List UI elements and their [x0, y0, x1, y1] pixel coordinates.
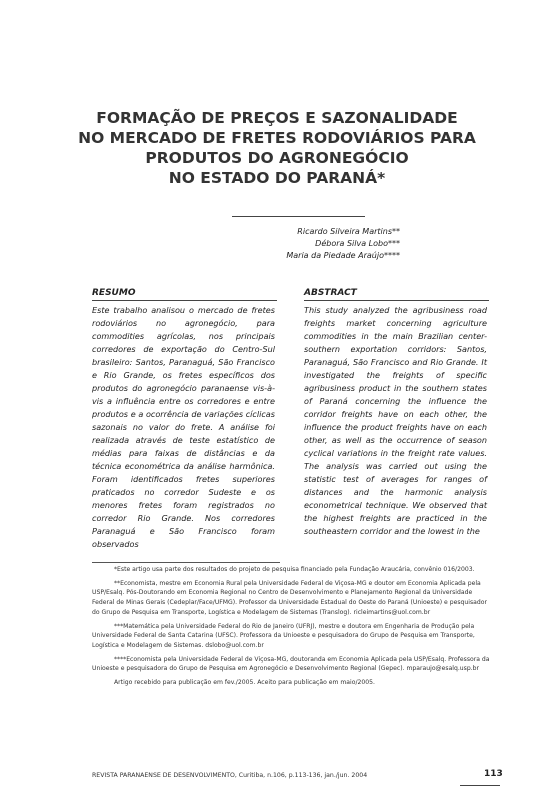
author-name: Maria da Piedade Araújo****	[286, 251, 400, 260]
footnote: *Este artigo usa parte dos resultados do projeto de pesquisa financiado pela Fundação Araucária, convênio 016/2003.	[114, 566, 475, 573]
abstract-divider	[304, 300, 489, 301]
title-line: PRODUTOS DO AGRONEGÓCIO	[145, 149, 409, 167]
abstract-text: This study analyzed the agribusiness road freights market concerning agriculture commodities in the main Brazilian center-southern exportation corridors: Santos, Paranaguá, São Francisco and Rio Grande. It investigated the freights of specific agribusiness product in the southern states of Paraná concerning the influence the corridor freights have on each other, the influence the product freights have on each other, as well as the occurrence of season cyclical variations in the freight rate values. The analysis was carried out using the statistic test of averages for ranges of distances and the harmonic analysis econometrical technique. We observed that the highest freights are practiced in the southeastern corridor and the lowest in the	[304, 305, 487, 536]
abstract-heading: ABSTRACT	[304, 288, 357, 298]
resumo-text: Este trabalho analisou o mercado de fretes rodoviários no agronegócio, para commodities agrícolas, nos principais corredores de exportação do Centro-Sul brasileiro: Santos, Paranaguá, São Francisco e Rio Grande, os fretes específicos dos produtos do agronegócio paranaense vis-à-vis a influência entre os corredores e entre produtos e a ocorrência de variações cíclicas sazonais no valor do frete. A análise foi realizada através de teste estatístico de médias para faixas de distâncias e da técnica econométrica da análise harmônica. Foram identificados fretes superiores praticados no corredor Sudeste e os menores fretes foram registrados no corredor Rio Grande. Nos corredores Paranaguá e São Francisco foram observados	[92, 305, 275, 549]
title-line: NO MERCADO DE FRETES RODOVIÁRIOS PARA	[78, 129, 476, 147]
title-line: FORMAÇÃO DE PREÇOS E SAZONALIDADE	[96, 109, 458, 127]
article-title	[60, 108, 494, 188]
author-name: Ricardo Silveira Martins**	[297, 227, 400, 236]
journal-citation: REVISTA PARANAENSE DE DESENVOLVIMENTO, Curitiba, n.106, p.113-136, jan./jun. 2004	[92, 772, 368, 779]
footnote: ****Economista pela Universidade Federal de Viçosa-MG, doutoranda em Economia Aplicada pela USP/Esalq. Professora da Unioeste e pesquisadora do Grupo de Pesquisa em Agronegócio e Desenvolvimento Regional (Gepec). mparaujo@esalq.usp.br	[92, 655, 490, 673]
title-divider	[232, 216, 365, 217]
footnote: ***Matemática pela Universidade Federal do Rio de Janeiro (UFRJ), mestre e doutora em Engenharia de Produção pela Universidade Federal de Santa Catarina (UFSC). Professora da Unioeste e pesquisadora do Grupo de Pesquisa em Transporte, Logística e Modelagem de Sistemas. dslobo@uol.com.br	[92, 622, 475, 649]
footnote: **Economista, mestre em Economia Rural pela Universidade Federal de Viçosa-MG e doutor em Economia Aplicada pela USP/Esalq. Pós-Doutorando em Economia Regional no Centro de Desenvolvimento e Planejamento Regional da Universidade Federal de Minas Gerais (Cedeplar/Face/UFMG). Professor da Universidade Estadual do Oeste do Paraná (Unioeste) e pesquisador do Grupo de Pesquisa em Transporte, Logística e Modelagem de Sistemas (Translog). ricleimartins@uol.com.br	[92, 579, 487, 616]
footnote-divider	[92, 562, 280, 563]
resumo-divider	[92, 300, 277, 301]
title-line: NO ESTADO DO PARANÁ*	[168, 169, 386, 187]
footnotes	[92, 565, 492, 692]
footnote: Artigo recebido para publicação em fev./2005. Aceito para publicação em maio/2005.	[114, 679, 375, 687]
page-number: 113	[484, 769, 503, 779]
resumo-heading: RESUMO	[92, 288, 136, 298]
footer-divider	[460, 785, 500, 786]
author-list	[150, 226, 400, 262]
author-name: Débora Silva Lobo***	[315, 239, 400, 248]
